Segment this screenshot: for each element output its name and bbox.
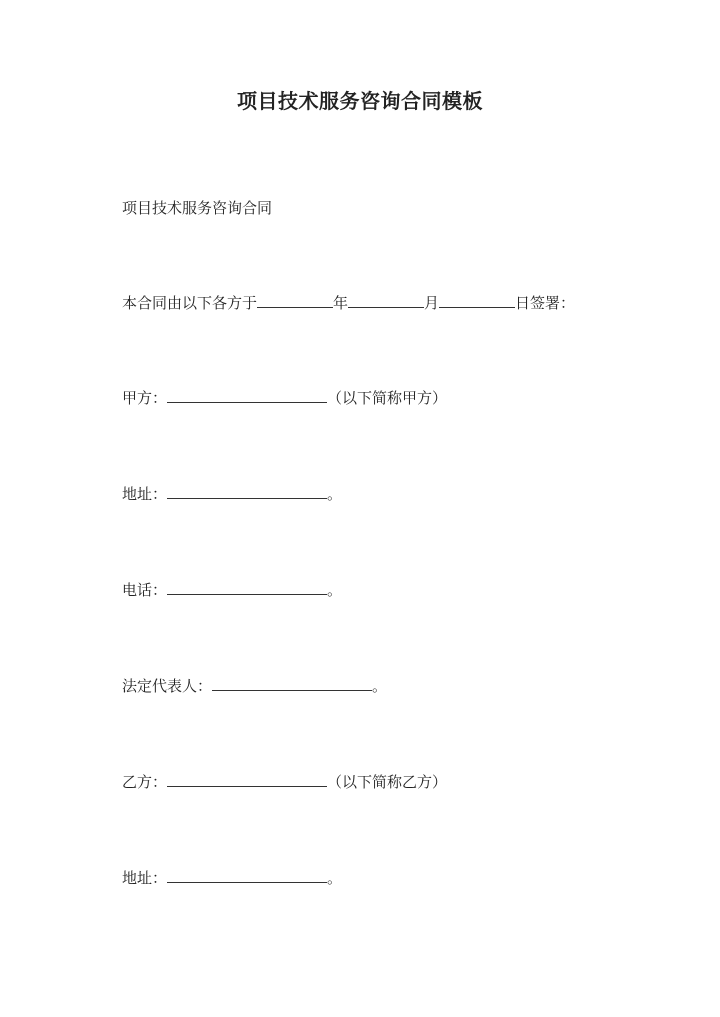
legal-rep-suffix: 。	[372, 677, 388, 695]
party-a-suffix: （以下简称甲方）	[327, 389, 448, 407]
document-title: 项目技术服务咨询合同模板	[237, 89, 483, 113]
party-b-suffix: （以下简称乙方）	[327, 773, 448, 791]
address-b-line	[122, 867, 342, 889]
address-a-blank[interactable]	[167, 484, 327, 499]
party-a-line	[122, 387, 447, 409]
phone-label: 电话：	[122, 581, 168, 599]
legal-rep-line	[122, 675, 387, 697]
address-b-blank[interactable]	[167, 868, 327, 883]
intro-prefix: 本合同由以下各方于	[122, 294, 258, 312]
month-label: 月	[424, 294, 440, 312]
day-label: 日签署：	[515, 294, 576, 312]
party-b-line	[122, 771, 447, 793]
party-b-label: 乙方：	[122, 773, 168, 791]
address-a-label: 地址：	[122, 485, 168, 503]
signing-date-line	[122, 292, 575, 314]
party-a-blank[interactable]	[167, 388, 327, 403]
legal-rep-label: 法定代表人：	[122, 677, 213, 695]
address-a-suffix: 。	[327, 485, 343, 503]
party-a-label: 甲方：	[122, 389, 168, 407]
legal-rep-blank[interactable]	[212, 676, 372, 691]
year-label: 年	[333, 294, 349, 312]
year-blank[interactable]	[257, 293, 333, 308]
phone-blank[interactable]	[167, 580, 327, 595]
address-b-label: 地址：	[122, 869, 168, 887]
phone-line	[122, 579, 342, 601]
address-b-suffix: 。	[327, 869, 343, 887]
phone-suffix: 。	[327, 581, 343, 599]
address-a-line	[122, 483, 342, 505]
month-blank[interactable]	[348, 293, 424, 308]
contract-subtitle: 项目技术服务咨询合同	[122, 199, 273, 217]
day-blank[interactable]	[439, 293, 515, 308]
party-b-blank[interactable]	[167, 772, 327, 787]
